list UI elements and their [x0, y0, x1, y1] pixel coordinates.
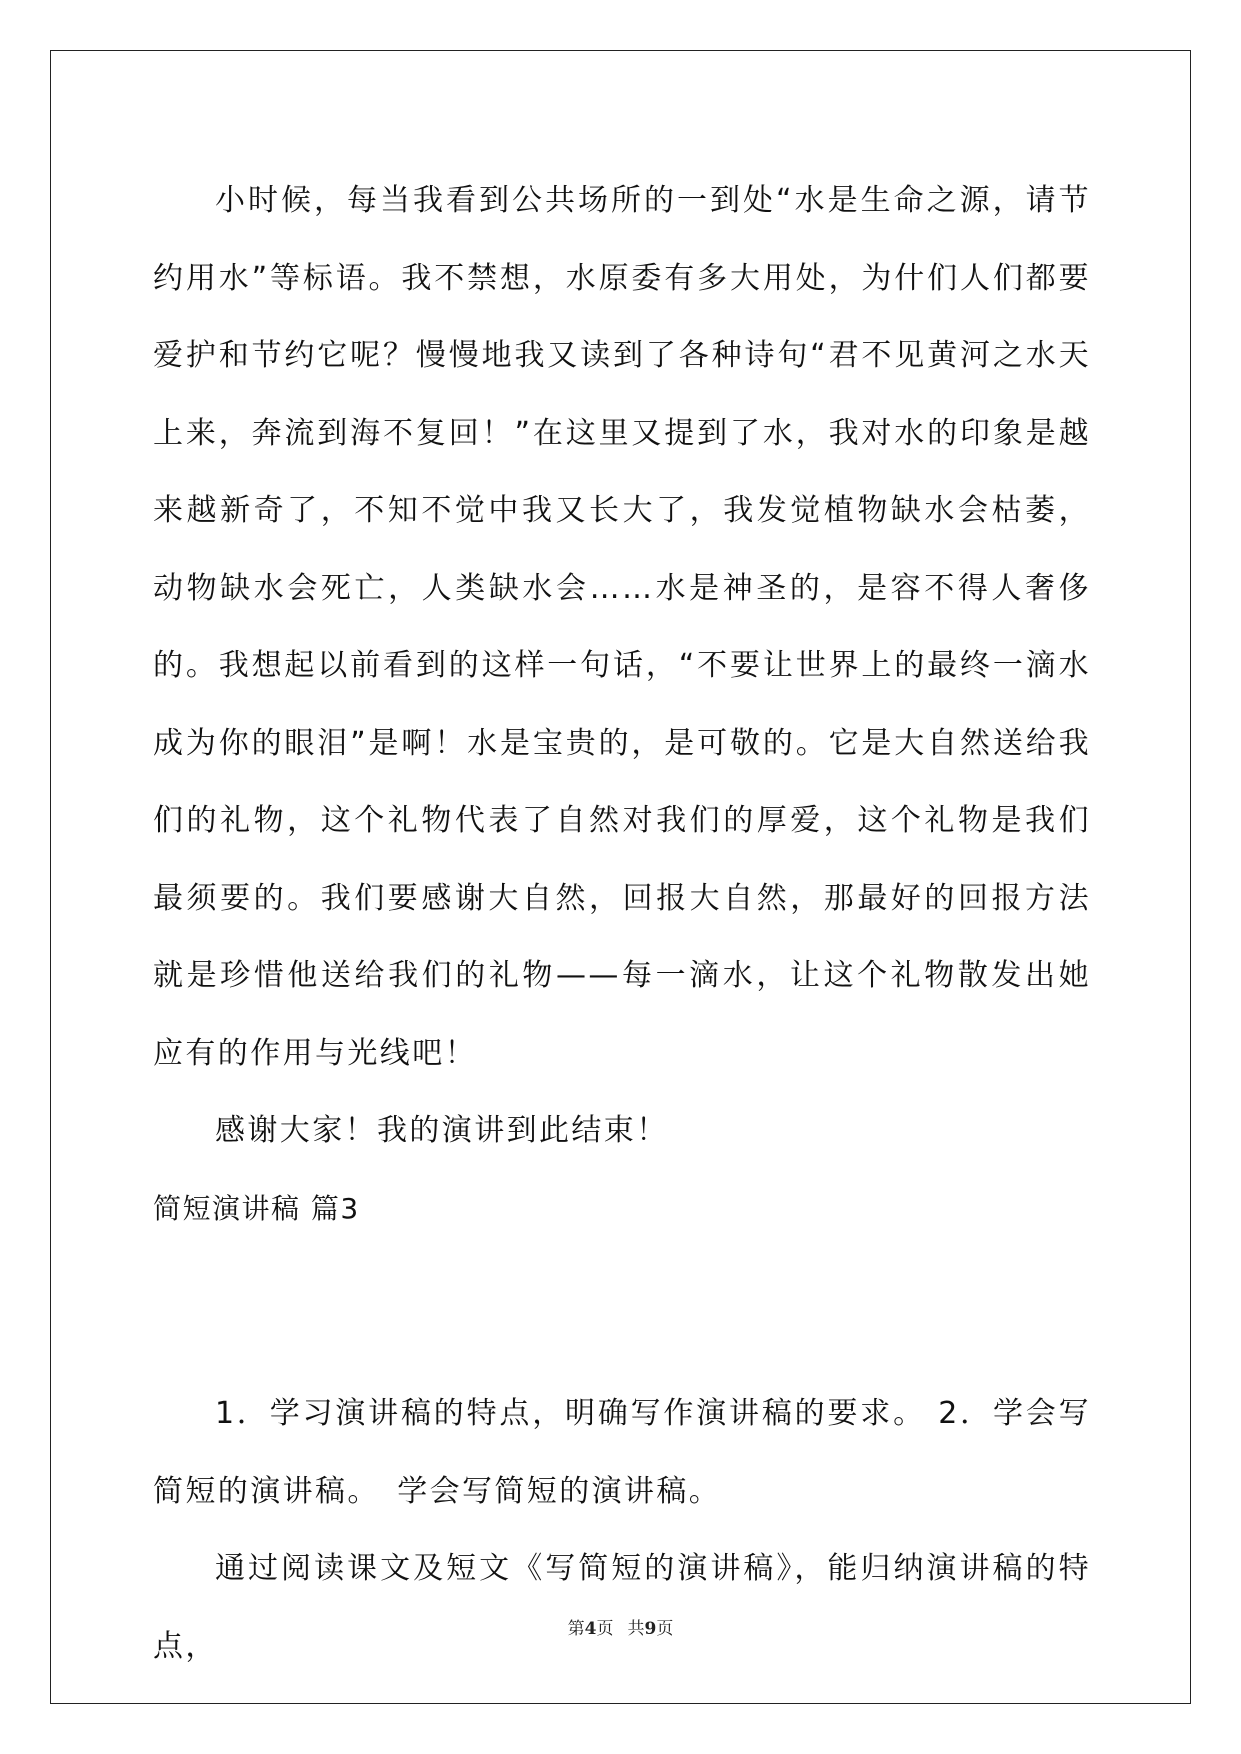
- footer-total-prefix: 共: [627, 1619, 645, 1639]
- footer-page-number: 4: [584, 1619, 597, 1639]
- paragraph-method: 通过阅读课文及短文《写简短的演讲稿》，能归纳演讲稿的特点，: [153, 1551, 1091, 1664]
- footer-total-suffix: 页: [656, 1619, 674, 1639]
- paragraph-water-story: 小时候，每当我看到公共场所的一到处“水是生命之源，请节约用水”等标语。我不禁想，水原委有多大用处，为什们人们都要爱护和节约它呢？慢慢地我又读到了各种诗句“君不见黄河之水天上来，奔流到海不复回！”在这里又提到了水，我对水的印象是越来越新奇了，不知不觉中我又长大了，我发觉植物缺水会枯萎，动物缺水会死亡，人类缺水会……水是神圣的，是容不得人奢侈的。我想起以前看到的这样一句话，“不要让世界上的最终一滴水成为你的眼泪”是啊！水是宝贵的，是可敬的。它是大自然送给我们的礼物，这个礼物代表了自然对我们的厚爱，这个礼物是我们最须要的。我们要感谢大自然，回报大自然，那最好的回报方法就是珍惜他送给我们的礼物——每一滴水，让这个礼物散发出她应有的作用与光线吧！: [153, 183, 1091, 1071]
- section-heading: 简短演讲稿 篇3: [153, 1191, 360, 1225]
- footer-prefix: 第: [567, 1619, 585, 1639]
- paragraph-closing-thanks: 感谢大家！我的演讲到此结束！: [215, 1113, 669, 1148]
- page-footer: [0, 1614, 1241, 1639]
- footer-total-pages: 9: [644, 1619, 657, 1639]
- document-body: [153, 162, 1091, 1685]
- heading-spacer: [153, 1247, 1091, 1375]
- paragraph-objectives: 1．学习演讲稿的特点，明确写作演讲稿的要求。 2．学会写简短的演讲稿。 学会写简短的演讲稿。: [153, 1396, 1091, 1509]
- footer-page-suffix: 页: [596, 1619, 614, 1639]
